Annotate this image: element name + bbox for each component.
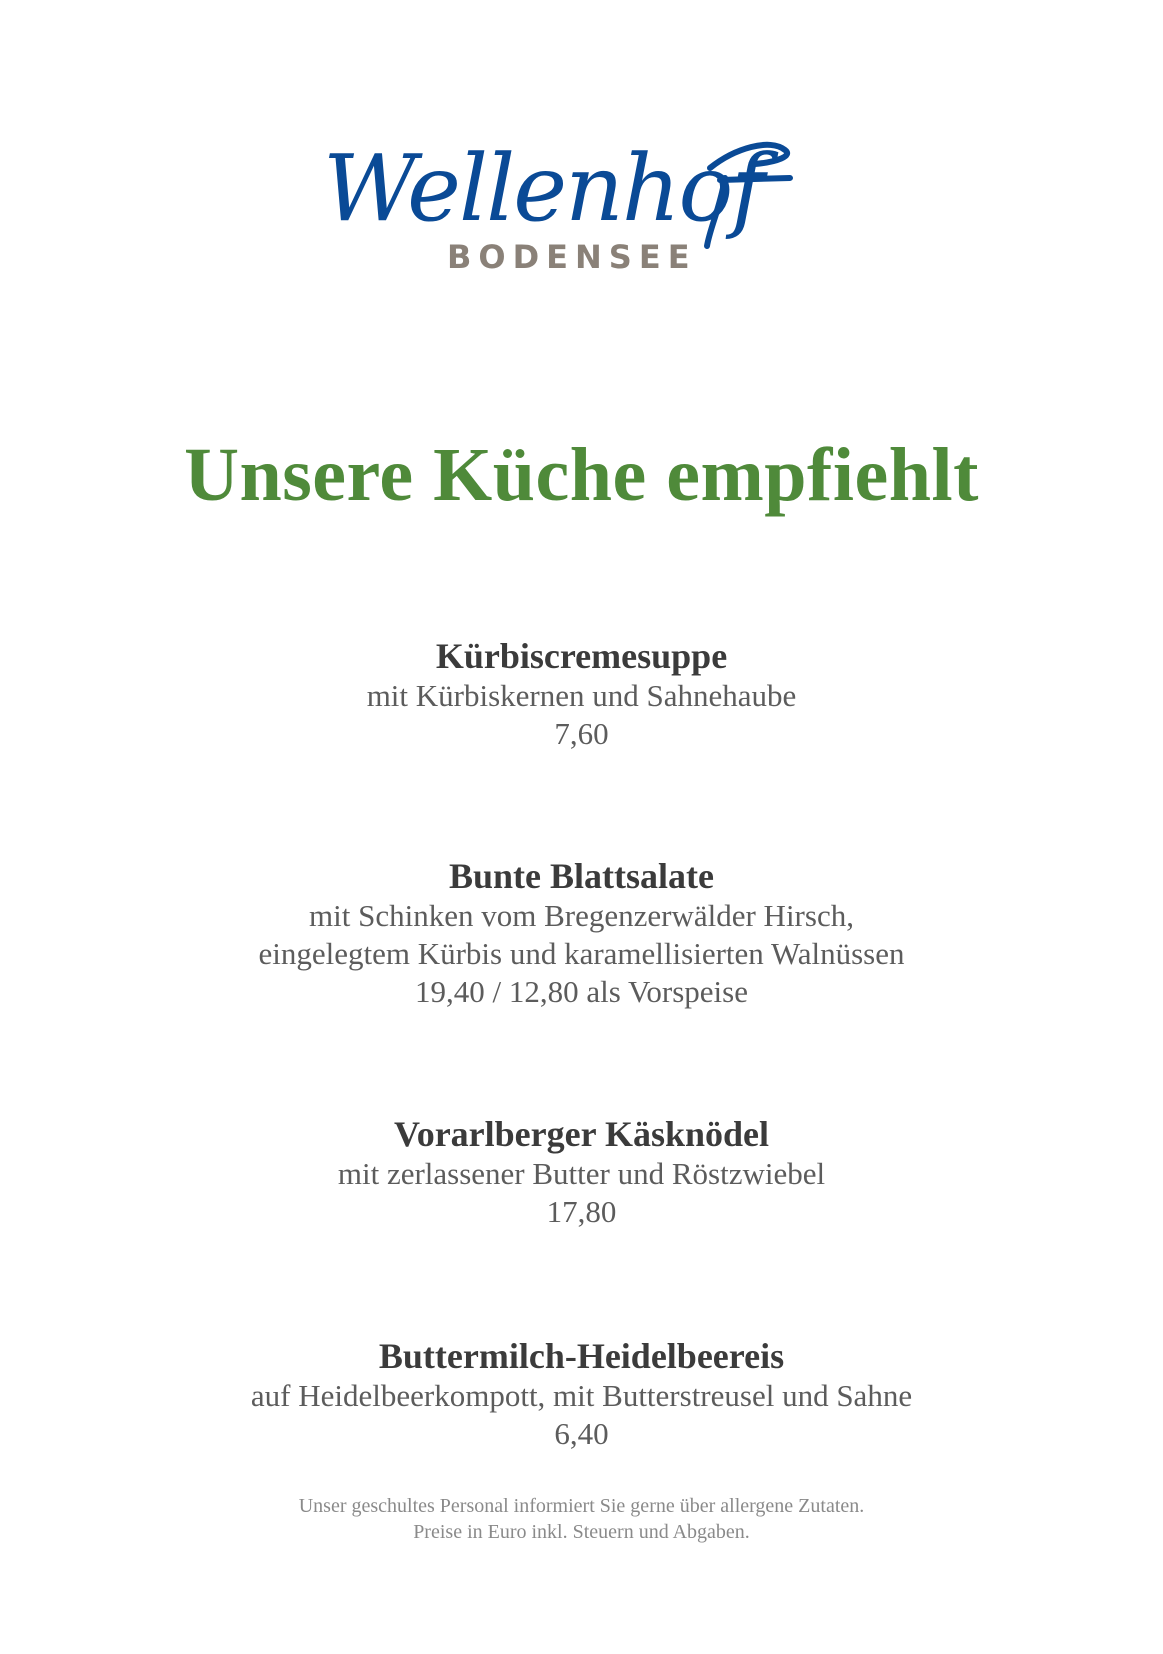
footer-note — [0, 1493, 1163, 1545]
dish-price: 6,40 — [554, 1416, 609, 1451]
dish-description: mit zerlassener Butter und Röstzwiebel — [337, 1156, 826, 1191]
dish-item — [0, 635, 1163, 753]
price-note: Preise in Euro inkl. Steuern und Abgaben. — [413, 1521, 750, 1543]
dish-item — [0, 1113, 1163, 1231]
dish-item — [0, 1335, 1163, 1453]
dish-price: 7,60 — [554, 716, 609, 751]
dish-name: Kürbiscremesuppe — [435, 636, 728, 676]
wellenhof-logo-graphic — [315, 128, 835, 288]
wellenhof-logo — [315, 128, 835, 288]
dish-price: 17,80 — [546, 1194, 617, 1229]
svg-text:Wellenhof: Wellenhof — [323, 135, 779, 242]
dish-description: mit Schinken vom Bregenzerwälder Hirsch, — [309, 898, 854, 933]
dish-description: auf Heidelbeerkompott, mit Butterstreusel und Sahne — [250, 1378, 913, 1413]
dish-name: Bunte Blattsalate — [449, 856, 714, 896]
dish-item — [0, 855, 1163, 1011]
dish-name: Buttermilch-Heidelbeereis — [378, 1336, 785, 1376]
dish-description: mit Kürbiskernen und Sahnehaube — [366, 678, 797, 713]
dish-price: 19,40 / 12,80 als Vorspeise — [415, 974, 748, 1009]
svg-text:BODENSEE: BODENSEE — [447, 238, 697, 276]
allergen-note: Unser geschultes Personal informiert Sie gerne über allergene Zutaten. — [298, 1495, 865, 1517]
dish-description: eingelegtem Kürbis und karamellisierten Walnüssen — [258, 936, 905, 971]
dish-name: Vorarlberger Käsknödel — [394, 1114, 769, 1154]
menu-heading: Unsere Küche empfiehlt — [184, 433, 979, 517]
